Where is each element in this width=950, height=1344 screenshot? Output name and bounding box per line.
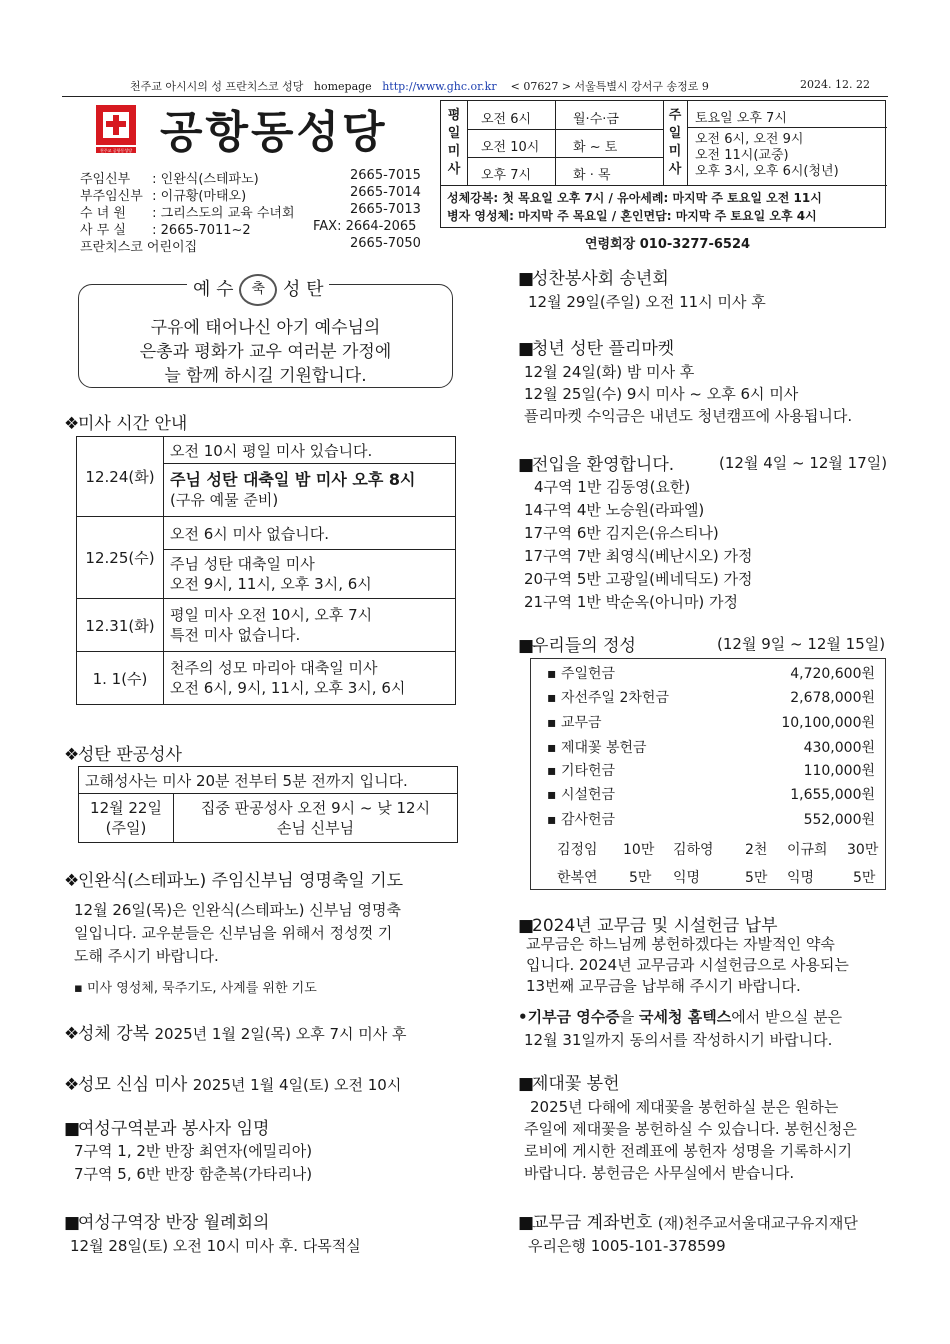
confession-detail: 집중 판공성사 오전 9시 ~ 낮 12시 손님 신부님 (174, 794, 458, 843)
schedule-note: 오전 6시 미사 없습니다. (164, 517, 456, 550)
donor-name: 이규희 (787, 842, 828, 858)
staff-tel: 2665-7014 (350, 185, 421, 200)
schedule-detail: 천주의 성모 마리아 대축일 미사 오전 6시, 9시, 11시, 오후 3시, 6시 (164, 652, 456, 705)
church-address: < 07627 > 서울특별시 강서구 송정로 9 (510, 80, 709, 93)
sacrament-info-1: 성체강복: 첫 목요일 오후 7시 / 유아세례: 마지막 주 토요일 오전 11시 (447, 191, 822, 205)
receipt-deadline: 12월 31일까지 동의서를 작성하시기 바랍니다. (524, 1031, 833, 1049)
appointment-list: 7구역 1, 2반 반장 최연자(에밀리아) 7구역 5, 6반 반장 함춘복(가타리나) (74, 1142, 313, 1183)
offering-amount: 10,100,000원 (781, 715, 875, 731)
weekday-mass-time: 오전 10시 (481, 140, 540, 155)
donor-name: 김정임 (557, 842, 598, 858)
donor-name: 김하영 (673, 842, 714, 858)
schedule-date: 1. 1(수) (77, 652, 164, 705)
staff-tel: 2665-7050 (350, 236, 421, 251)
christmas-message: 구유에 태어나신 아기 예수님의 은총과 평화가 교우 여러분 가정에 늘 함께 하시길 기원합니다. (139, 318, 392, 386)
feast-heading: ❖인완식(스테파노) 주임신부님 영명축일 기도 (64, 871, 404, 891)
offering-label: ▪ 기타헌금 (547, 763, 616, 779)
page-title: 공항동성당 (160, 107, 388, 158)
receipt-notice: •기부금 영수증을 국세청 홈텍스에서 받으실 분은 (518, 1008, 843, 1026)
donor-name: 한복연 (557, 870, 598, 886)
offering-box (530, 658, 886, 890)
sunday-mass-times: 오전 6시, 오전 9시 오전 11시(교중) 오후 3시, 오후 6시(청년) (695, 132, 839, 179)
schedule-detail: 주님 성탄 대축일 밤 미사 오후 8시 (구유 예물 준비) (164, 464, 456, 517)
meeting-heading: ■여성구역장 반장 월례회의 (64, 1213, 270, 1233)
christmas-title: 예 수 축 성 탄 (187, 274, 329, 306)
donor-amount: 5만 (629, 870, 652, 886)
staff-fax: FAX: 2664-2065 (313, 219, 417, 234)
header-info-line (130, 78, 709, 94)
offering-amount: 2,678,000원 (790, 690, 875, 706)
council-contact: 연령회장 010-3277-6524 (585, 237, 751, 252)
homepage-label: homepage (313, 80, 372, 93)
logo-caption: 천주교 공항동성당 (99, 148, 133, 153)
choir-heading: ■성찬봉사회 송년회 (518, 269, 669, 289)
dues-heading: ■2024년 교무금 및 시설헌금 납부 (518, 916, 778, 936)
staff-row: 사 무 실 : 2665-7011~2 (80, 223, 251, 238)
sunday-mass-label: 주 일 미 사 (668, 108, 682, 177)
staff-row: 주임신부 : 인완식(스테파노) (80, 172, 259, 187)
appointment-heading: ■여성구역분과 봉사자 임명 (64, 1119, 270, 1139)
flowers-text: 2025년 다해에 제대꽃을 봉헌하실 분은 원하는 주일에 제대꽃을 봉헌하실 수 있습니다. 봉헌신청은 로비에 게시한 전례표에 봉헌자 성명을 기록하시기 바랍니다. 봉헌금은 사무실에서 받습니다. (524, 1098, 857, 1182)
schedule-note: 오전 10시 평일 미사 있습니다. (164, 437, 456, 464)
staff-tel: 2665-7015 (350, 168, 421, 183)
homepage-link[interactable]: http://www.ghc.or.kr (382, 80, 497, 93)
welcome-heading: ■전입을 환영합니다. (518, 455, 675, 475)
staff-row: 부주임신부 : 이규황(마태오) (80, 189, 247, 204)
staff-tel: 2665-7013 (350, 202, 421, 217)
offering-amount: 552,000원 (803, 812, 875, 828)
offering-period: (12월 9일 ~ 12월 15일) (717, 635, 886, 653)
weekday-mass-days: 화 ~ 토 (573, 140, 618, 155)
offering-label: ▪ 자선주일 2차헌금 (547, 690, 669, 706)
schedule-detail: 주님 성탄 대축일 미사 오전 9시, 11시, 오후 3시, 6시 (164, 550, 456, 599)
offering-label: ▪ 교무금 (547, 715, 602, 731)
choir-text: 12월 29일(주일) 오전 11시 미사 후 (528, 293, 766, 311)
staff-row: 프란치스코 어린이집 (80, 240, 198, 255)
weekday-mass-time: 오후 7시 (481, 168, 532, 183)
donor-amount: 5만 (745, 870, 768, 886)
mass-schedule-table (76, 436, 456, 705)
church-logo-icon (94, 103, 138, 155)
feast-prayer-note: ▪ 미사 영성체, 묵주기도, 사계를 위한 기도 (74, 981, 317, 996)
benediction-heading: ❖성체 강복 2025년 1월 2일(목) 오후 7시 미사 후 (64, 1024, 407, 1044)
donor-name: 익명 (787, 870, 815, 886)
weekday-mass-label: 평 일 미 사 (447, 108, 461, 177)
issue-date: 2024. 12. 22 (800, 78, 870, 91)
mass-schedule-heading: ❖미사 시간 안내 (64, 414, 188, 434)
schedule-date: 12.31(화) (77, 599, 164, 652)
offering-label: ▪ 제대꽃 봉헌금 (547, 740, 647, 756)
weekday-mass-days: 월·수·금 (573, 112, 619, 127)
devotion-heading: ❖성모 신심 미사 2025년 1월 4일(토) 오전 10시 (64, 1075, 402, 1095)
account-heading: ■교무금 계좌번호 (재)천주교서울대교구유지재단 (518, 1213, 858, 1233)
schedule-date: 12.25(수) (77, 517, 164, 599)
donor-amount: 30만 (847, 842, 879, 858)
confession-note: 고해성사는 미사 20분 전부터 5분 전까지 입니다. (79, 767, 458, 794)
offering-amount: 430,000원 (803, 740, 875, 756)
wreath-icon: 축 (239, 274, 277, 306)
market-text: 12월 24일(화) 밤 미사 후 12월 25일(수) 9시 미사 ~ 오후 6시 미사 플리마켓 수익금은 내년도 청년캠프에 사용됩니다. (524, 363, 853, 425)
weekday-mass-time: 오전 6시 (481, 112, 532, 127)
bank-account: 우리은행 1005-101-378599 (528, 1237, 726, 1255)
offering-label: ▪ 주일헌금 (547, 666, 616, 682)
offering-amount: 1,655,000원 (790, 787, 875, 803)
meeting-text: 12월 28일(토) 오전 10시 미사 후. 다목적실 (70, 1237, 361, 1255)
schedule-detail: 평일 미사 오전 10시, 오후 7시 특전 미사 없습니다. (164, 599, 456, 652)
mass-times-box (440, 100, 886, 228)
dues-text: 교무금은 하느님께 봉헌하겠다는 자발적인 약속 입니다. 2024년 교무금과 시설헌금으로 사용되는 13번째 교무금을 납부해 주시기 바랍니다. (526, 935, 849, 995)
schedule-date: 12.24(화) (77, 437, 164, 517)
offering-label: ▪ 시설헌금 (547, 787, 616, 803)
offering-heading: ■우리들의 정성 (518, 636, 636, 656)
confession-table (78, 766, 458, 843)
welcome-list: 4구역 1반 김동영(요한) 14구역 4반 노승원(라파엘) 17구역 6반 김지은(유스티나) 17구역 7반 최영식(베난시오) 가정 20구역 5반 고광일(베네딕도) 가정 21구역 1반 박순옥(아니마) 가정 (524, 478, 753, 611)
church-name: 천주교 아시시의 성 프란치스코 성당 (130, 80, 304, 93)
staff-row: 수 녀 원 : 그리스도의 교육 수녀회 (80, 206, 295, 221)
feast-text: 12월 26일(목)은 인완식(스테파노) 신부님 영명축 일입니다. 교우분들은 신부님을 위해서 정성껏 기 도해 주시기 바랍니다. (74, 901, 401, 965)
confession-heading: ❖성탄 판공성사 (64, 745, 182, 765)
donor-amount: 5만 (853, 870, 876, 886)
offering-label: ▪ 감사헌금 (547, 812, 616, 828)
donor-name: 익명 (673, 870, 701, 886)
weekday-mass-days: 화 · 목 (573, 168, 611, 183)
saturday-mass: 토요일 오후 7시 (695, 111, 787, 126)
market-heading: ■청년 성탄 플리마켓 (518, 339, 675, 359)
flowers-heading: ■제대꽃 봉헌 (518, 1074, 620, 1094)
donor-amount: 2천 (745, 842, 768, 858)
sacrament-info-2: 병자 영성체: 마지막 주 목요일 / 혼인면담: 마지막 주 토요일 오후 4시 (447, 209, 817, 223)
offering-amount: 110,000원 (803, 763, 875, 779)
donor-amount: 10만 (623, 842, 655, 858)
offering-amount: 4,720,600원 (790, 666, 875, 682)
welcome-period: (12월 4일 ~ 12월 17일) (719, 454, 888, 472)
confession-date: 12월 22일 (주일) (79, 794, 174, 843)
